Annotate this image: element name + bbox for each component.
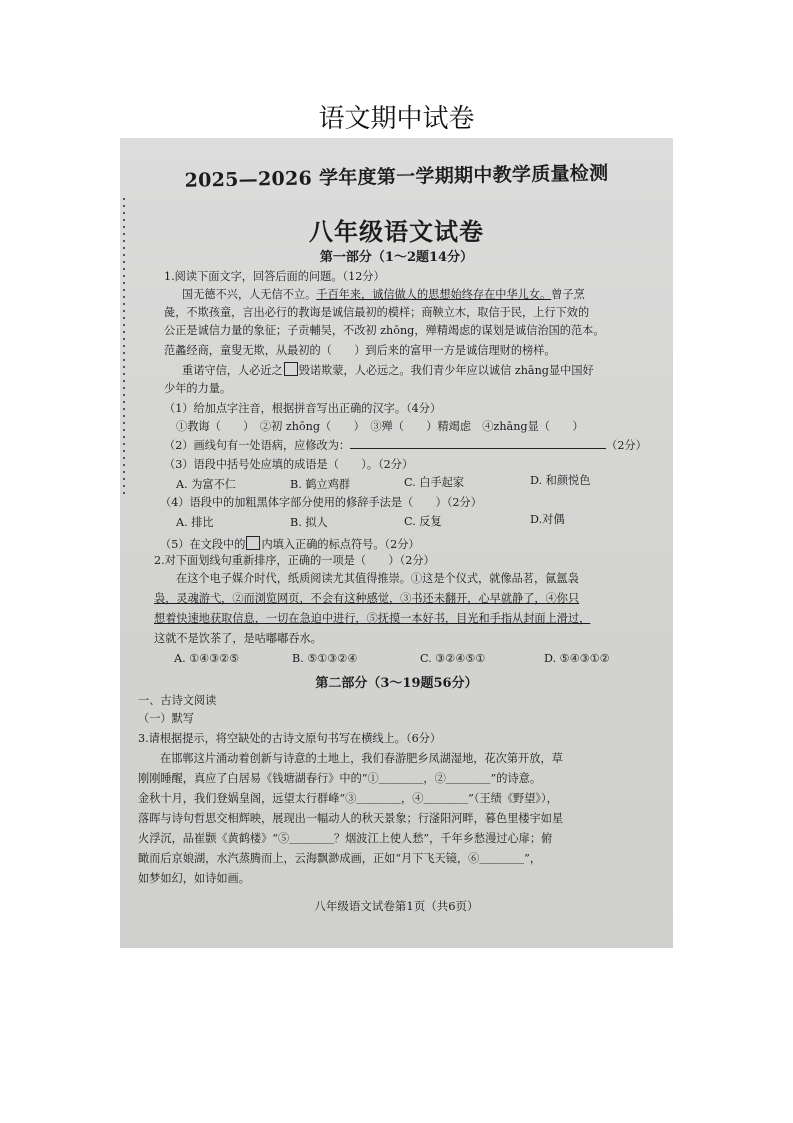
punctuation-box (246, 536, 260, 550)
option-c: C. 白手起家 (404, 476, 465, 489)
q3-passage-line: 火浮沉，品崔颢《黄鹤楼》“⑤＿＿＿＿？烟波江上使人愁”，千年乡愁漫过心扉；俯 (138, 832, 553, 845)
option-b: B. 鹤立鸡群 (290, 478, 351, 491)
passage-line: 彘，不欺孩童，言出必行的教诲是诚信最初的模样；商鞅立木，取信于民，上行下效的 (164, 306, 590, 319)
sub-question-1-options: ①教诲（ ） ②初 zhōng（ ） ③殚（ ）精竭虑 ④zhāng显（ ） (176, 420, 584, 433)
passage-text: 曾子烹 (551, 288, 585, 301)
sub-question-5-text: 内填入正确的标点符号。（2分） (261, 538, 420, 551)
passage-line: 少年的力量。 (164, 382, 232, 395)
sub-question-5-text: （5）在文段中的 (160, 538, 246, 551)
q3-passage-line: 刚刚睡醒，真应了白居易《钱塘湖春行》中的“①＿＿＿＿，②＿＿＿＿”的诗意。 (138, 772, 542, 785)
q1-stem: 1.阅读下面文字，回答后面的问题。（12分） (164, 270, 385, 283)
q2-passage-line: 在这个电子媒介时代，纸质阅读尤其值得推崇。①这是个仪式，就像品茗，氤氲袅 (176, 572, 579, 585)
passage-line: 公正是诚信力量的象征；子贡輔吴，不改初 zhōng，殚精竭虑的谋划是诚信治国的范本。 (164, 324, 605, 337)
sub-question-2 (164, 438, 647, 453)
q3-passage-line: 金秋十月，我们登娲皇阁，远望太行群峰“③＿＿＿＿，④＿＿＿＿”（王绩《野望》）， (138, 792, 558, 805)
q2-stem: 2.对下面划线句重新排序，正确的一项是（ ）（2分） (154, 554, 435, 567)
answer-line (350, 438, 606, 449)
option-d: D. ⑤④③①② (544, 652, 610, 665)
exam-subtitle: 八年级语文试卷 (309, 217, 484, 246)
q3-passage-line: 如梦如幻，如诗如画。 (138, 872, 250, 885)
sub-question-2-text: （2）画线句有一处语病，应修改为： (164, 439, 351, 452)
subsection-heading: （一）默写 (138, 712, 194, 725)
q3-passage-line: 瞰而后京娘湖，水汽蒸腾而上，云海飘渺成画，正如“月下飞天镜，⑥＿＿＿＿”， (138, 852, 542, 865)
passage-line (182, 288, 585, 302)
option-b: B. ⑤①③②④ (292, 652, 358, 665)
passage-text: 国无德不兴，人无信不立。 (182, 288, 317, 301)
option-a: A. ①④③②⑤ (174, 652, 240, 665)
exam-title: 2025—2026 学年度第一学期期中教学质量检测 (184, 162, 609, 192)
underlined-sentence: 千百年来，诚信做人的思想始终存在中华儿女。 (316, 288, 552, 301)
sub-question-2-score: （2分） (606, 439, 647, 452)
exam-photo (120, 138, 673, 948)
punctuation-box (284, 362, 298, 376)
q2-passage-line: 想着快速地获取信息，一切在急迫中进行，⑤抚摸一本好书，目光和手指从封面上滑过， (154, 612, 591, 625)
q3-passage-line: 落晖与诗句哲思交相辉映，展现出一幅动人的秋天景象；行滏阳河畔，暮色里楼宇如星 (138, 812, 564, 825)
passage-text: 毁诺欺蒙，人必远之。我们青少年应以诚信 zhāng显中国好 (298, 364, 594, 377)
q2-passage-line: 袅，灵魂游弋，②而浏览网页，不会有这种感觉，③书还未翻开，心早就静了，④你只 (154, 592, 580, 605)
section-heading: 一、古诗文阅读 (138, 694, 217, 707)
page-title: 语文期中试卷 (318, 104, 475, 134)
option-a: A. 排比 (176, 516, 214, 529)
option-c: C. ③②④⑤① (420, 652, 486, 665)
sub-question-5 (160, 536, 420, 552)
page-footer: 八年级语文试卷第1页（共6页） (314, 899, 479, 913)
q2-passage-line: 这就不是饮茶了，是咕嘟嘟吞水。 (154, 632, 322, 645)
option-b: B. 拟人 (290, 516, 328, 529)
part1-heading: 第一部分（1～2题14分） (319, 250, 474, 265)
option-c: C. 反复 (404, 515, 442, 528)
sub-question-3: （3）语段中括号处应填的成语是（ ）。（2分） (164, 458, 414, 471)
q3-passage-line: 在邯郸这片涌动着创新与诗意的土地上，我们春游肥乡凤湖湿地，花次第开放，草 (160, 752, 563, 765)
q3-stem: 3.请根据提示，将空缺处的古诗文原句书写在横线上。（6分） (138, 732, 442, 745)
option-a: A. 为富不仁 (176, 478, 236, 491)
passage-line (182, 362, 594, 378)
sub-question-4: （4）语段中的加粗黑体字部分使用的修辞手法是（ ）（2分） (160, 496, 482, 509)
option-d: D. 和颜悦色 (530, 474, 591, 487)
passage-text: 重诺守信，人必近之 (182, 364, 283, 377)
option-d: D.对偶 (530, 513, 565, 526)
part2-heading: 第二部分（3～19题56分） (315, 676, 478, 691)
exam-sheet (120, 138, 673, 948)
sub-question-1: （1）给加点字注音，根据拼音写出正确的汉字。（4分） (164, 402, 442, 415)
passage-line: 范蠡经商，童叟无欺，从最初的（ ）到后来的富甲一方是诚信理财的榜样。 (164, 344, 556, 357)
